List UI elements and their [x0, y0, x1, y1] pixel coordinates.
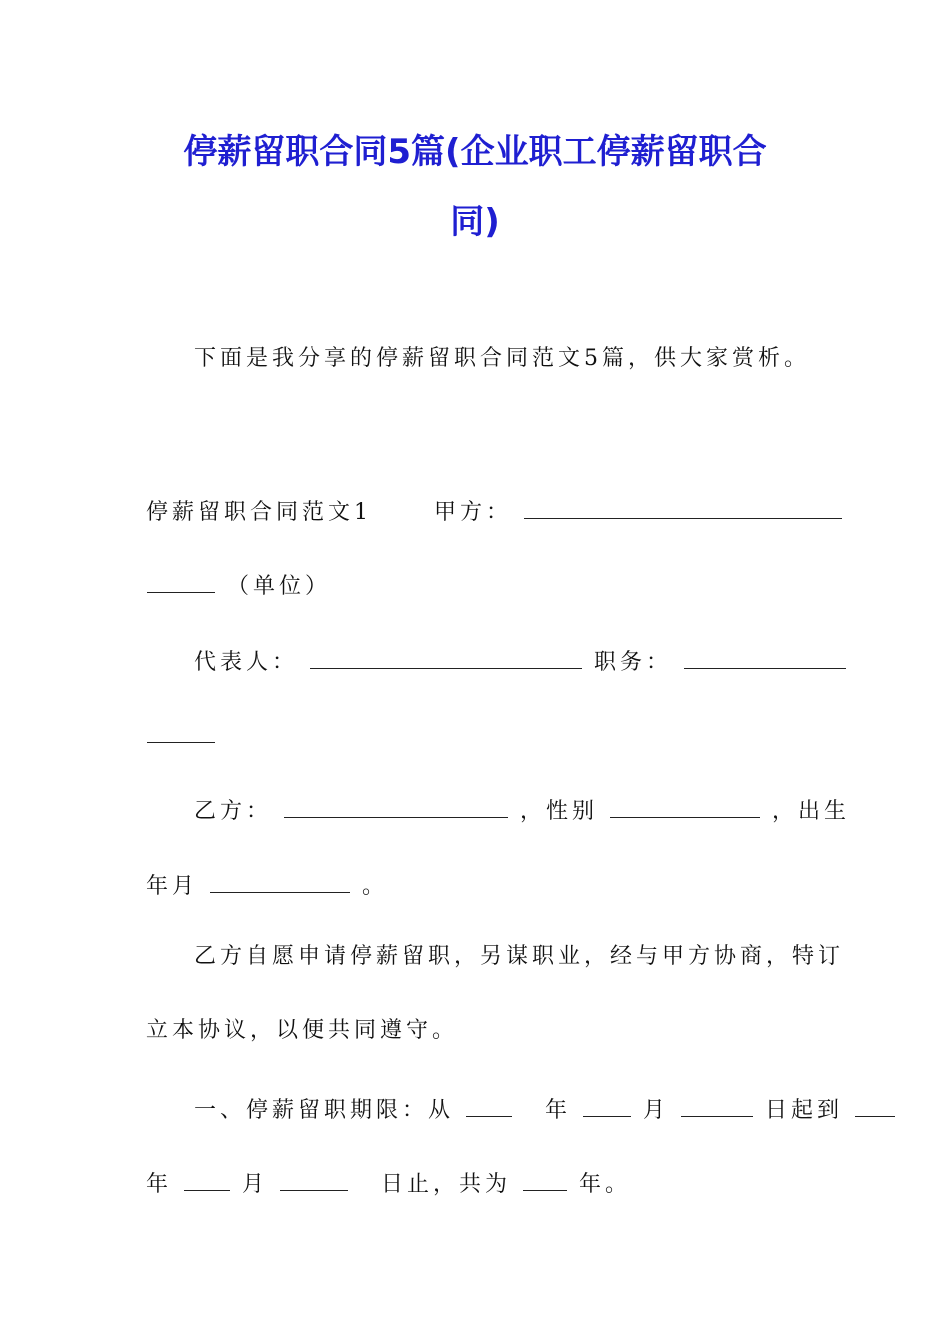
unit-line	[146, 572, 331, 598]
paragraph-1-line-2: 立本协议，以便共同遵守。	[146, 1018, 459, 1043]
unit-label: （单位）	[227, 574, 332, 599]
start-month-label: 月	[643, 1098, 670, 1123]
document-title-line-1: 停薪留职合同5篇(企业职工停薪留职合	[183, 132, 767, 172]
end-day-blank	[280, 1170, 348, 1191]
section-heading: 停薪留职合同范文1	[146, 500, 372, 525]
clause-1-prefix: 一、停薪留职期限：从	[194, 1098, 455, 1123]
position-blank	[684, 648, 846, 669]
end-month-label: 月	[242, 1172, 269, 1197]
unit-blank	[147, 572, 215, 593]
party-a-blank	[524, 498, 842, 519]
representative-blank	[310, 648, 582, 669]
total-years-blank	[523, 1170, 567, 1191]
birth-blank	[210, 872, 350, 893]
party-b-line	[194, 797, 850, 823]
start-month-blank	[583, 1096, 631, 1117]
start-year-blank	[466, 1096, 512, 1117]
end-year-blank	[855, 1096, 895, 1117]
party-a-label: 甲方：	[434, 500, 513, 525]
end-day-label: 日止，共为	[381, 1172, 512, 1197]
representative-label: 代表人：	[194, 650, 299, 675]
party-b-blank	[284, 797, 508, 818]
clause-1-line-1	[194, 1096, 896, 1122]
birth-label-start: ，出生	[772, 799, 851, 824]
party-a-line	[146, 498, 843, 524]
representative-line	[194, 648, 847, 674]
position-blank-continued	[147, 722, 215, 743]
birth-label-end: 年月	[146, 874, 199, 899]
gender-label: ，性别	[520, 799, 599, 824]
party-b-label: 乙方：	[194, 799, 273, 824]
intro-text: 下面是我分享的停薪留职合同范文5篇，供大家赏析。	[194, 346, 810, 371]
end-month-blank	[184, 1170, 230, 1191]
birth-line	[146, 872, 388, 898]
clause-1-line-2	[146, 1170, 631, 1196]
start-day-blank	[681, 1096, 753, 1117]
paragraph-1-line-1: 乙方自愿申请停薪留职，另谋职业，经与甲方协商，特订	[194, 944, 845, 969]
start-year-label: 年	[545, 1098, 572, 1123]
total-years-label: 年。	[579, 1172, 632, 1197]
birth-period: 。	[362, 874, 389, 899]
end-year-label: 年	[146, 1172, 173, 1197]
document-title-line-2: 同)	[450, 202, 500, 242]
position-continuation-line	[146, 722, 216, 748]
gender-blank	[610, 797, 760, 818]
position-label: 职务：	[594, 650, 673, 675]
start-day-label: 日起到	[765, 1098, 844, 1123]
